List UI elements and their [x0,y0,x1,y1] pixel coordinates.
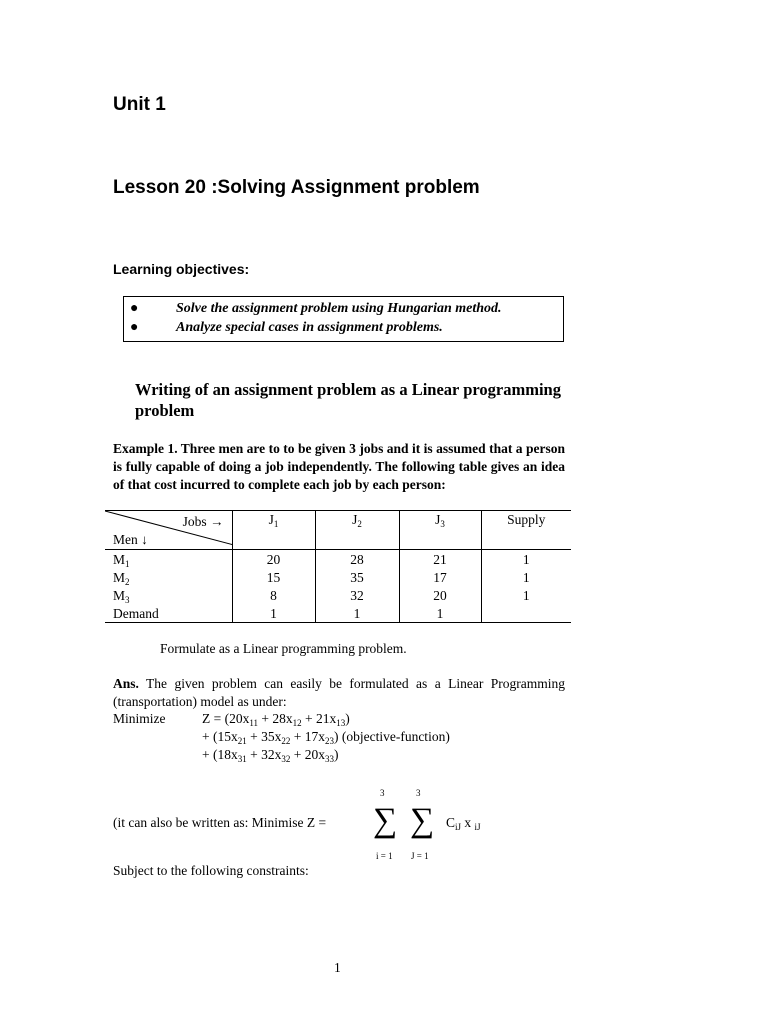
objective-text: Solve the assignment problem using Hungarian method. [176,301,502,316]
column-header: Supply [481,511,571,550]
column-header: $J_3$ [399,511,481,550]
objectives-box [123,296,564,342]
section-heading: Writing of an assignment problem as a Linear programming problem [135,380,561,420]
formulate-instruction: Formulate as a Linear programming problem. [160,641,407,656]
table-cell: 1 [399,604,481,623]
unit-title: Unit 1 [113,94,166,115]
constraints-intro: Subject to the following constraints: [113,863,309,878]
row-label: $M_3$ [113,587,130,605]
summation-term: $C_{iJ}$ x $_{iJ}$ [446,815,481,832]
table-row [105,550,571,569]
table-cell: 1 [315,604,399,623]
objective-line-3: + $(18x_{31} + 32x_{32} + 20x_{33})$ [202,747,339,764]
table-row [105,604,571,623]
row-label: Demand [105,604,232,623]
table-cell: 20 [399,586,481,604]
table-cell: 1 [481,550,571,569]
page-number: 1 [334,960,341,975]
objective-item [124,320,563,340]
table-cell: 1 [232,604,315,623]
sum-upper-limit-i: 3 [380,788,385,798]
table-cell: 28 [315,550,399,569]
cost-table [105,510,571,623]
minimize-label: Minimize [113,711,166,726]
sigma-i-icon: ∑ [373,802,398,839]
column-header: $J_2$ [315,511,399,550]
table-cell [481,604,571,623]
row-label: $M_2$ [113,569,130,587]
summation-prefix: (it can also be written as: Minimise Z = [113,815,327,830]
corner-jobs-label: Jobs → [182,514,224,529]
sigma-j-icon: ∑ [410,802,435,839]
table-row [105,568,571,586]
column-header: $J_1$ [232,511,315,550]
table-cell: 35 [315,568,399,586]
objective-line-1: $Z = (20x_{11} + 28x_{12} + 21x_{13})$ [202,711,350,728]
row-label: $M_1$ [113,551,130,569]
table-cell: 1 [481,568,571,586]
bullet-icon: ● [130,301,139,316]
answer-text: The given problem can easily be formulated as a Linear Programming (transportation) model as under: [113,676,565,709]
sum-upper-limit-j: 3 [416,788,421,798]
table-cell: 17 [399,568,481,586]
objectives-heading: Learning objectives: [113,261,250,277]
objective-text: Analyze special cases in assignment problems. [176,320,443,335]
table-cell: 1 [481,586,571,604]
table-cell: 20 [232,550,315,569]
table-corner-cell [105,511,232,550]
sum-lower-limit-i: i = 1 [376,851,393,861]
objective-item [124,301,563,321]
answer-paragraph [113,675,565,711]
objective-line-2: + $(15x_{21} + 35x_{22} + 17x_{23})$ (objective-function) [202,729,450,746]
table-row [105,586,571,604]
table-cell: 15 [232,568,315,586]
bullet-icon: ● [130,320,139,335]
corner-men-label: Men ↓ [113,532,148,547]
lesson-title: Lesson 20 :Solving Assignment problem [113,177,480,198]
answer-label: Ans. [113,676,139,691]
table-cell: 8 [232,586,315,604]
table-cell: 32 [315,586,399,604]
example-paragraph: Example 1. Three men are to to be given 3 jobs and it is assumed that a person is fully capable of doing a job independently. The following table gives an idea of that cost incurred to complete each job by each person: [113,441,565,492]
table-cell: 21 [399,550,481,569]
sum-lower-limit-j: J = 1 [411,851,429,861]
